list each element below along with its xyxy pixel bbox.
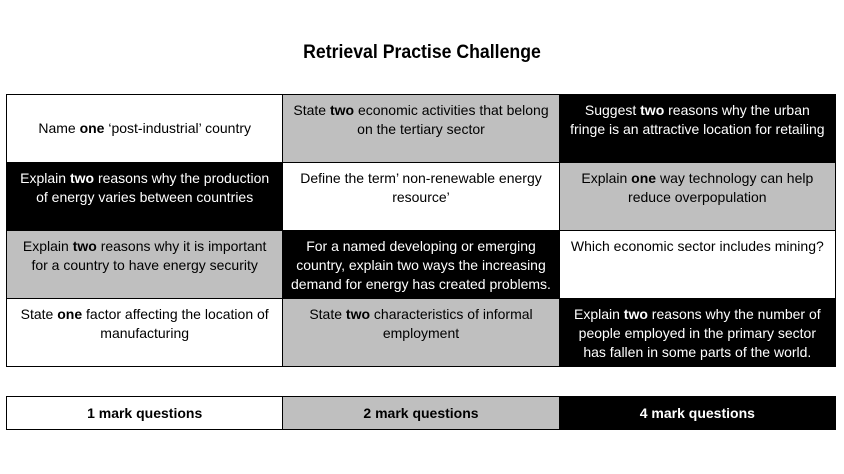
question-cell: [559, 95, 835, 163]
table-row: [7, 163, 836, 231]
table-row: [7, 299, 836, 367]
question-text: Explain: [22, 238, 73, 254]
table-row: [7, 95, 836, 163]
question-text: reasons why it is important for a country to have energy security: [31, 238, 267, 273]
question-text: Explain: [581, 170, 632, 186]
question-text: Name: [38, 120, 80, 136]
question-text: Explain: [20, 170, 70, 186]
question-cell: [559, 163, 835, 231]
question-cell: [7, 299, 283, 367]
question-text: Explain: [573, 306, 624, 322]
question-emphasis: two: [623, 306, 648, 322]
question-text: way technology can help reduce overpopulation: [628, 170, 814, 205]
question-emphasis: two: [69, 170, 95, 186]
question-emphasis: two: [329, 102, 355, 118]
key-four-mark: 4 mark questions: [559, 397, 835, 430]
question-text: reasons why the production of energy varies between countries: [36, 170, 270, 205]
question-emphasis: two: [72, 238, 97, 254]
question-text: reasons why the urban fringe is an attractive location for retailing: [570, 102, 825, 137]
question-text: For a named developing or emerging country, explain two ways the increasing demand for energy has created problems.: [291, 238, 551, 292]
key-one-mark: 1 mark questions: [7, 397, 283, 430]
question-text: State: [309, 306, 346, 322]
question-cell: [559, 299, 835, 367]
question-cell: [7, 231, 283, 299]
question-cell: [283, 163, 559, 231]
question-text: factor affecting the location of manufacturing: [82, 306, 269, 341]
question-emphasis: two: [640, 102, 665, 118]
question-cell: [7, 163, 283, 231]
question-text: Suggest: [584, 102, 641, 118]
question-grid: [6, 94, 836, 367]
question-emphasis: one: [79, 120, 105, 136]
question-cell: [7, 95, 283, 163]
table-row: [7, 231, 836, 299]
question-text: State: [20, 306, 58, 322]
page-title: Retrieval Practise Challenge: [303, 42, 541, 63]
question-emphasis: one: [631, 170, 657, 186]
key-two-mark: 2 mark questions: [283, 397, 559, 430]
question-text: Which economic sector includes mining?: [570, 238, 824, 254]
question-text: Define the term’ non-renewable energy resource’: [300, 170, 542, 205]
question-cell: [283, 95, 559, 163]
question-emphasis: two: [345, 306, 371, 322]
question-text: economic activities that belong on the tertiary sector: [354, 102, 549, 137]
mark-key: [6, 396, 836, 430]
question-text: reasons why the number of people employed in the primary sector has fallen in some parts of the world.: [578, 306, 821, 360]
question-cell: [283, 231, 559, 299]
question-text: State: [293, 102, 330, 118]
question-text: ‘post-industrial’ country: [104, 120, 251, 136]
table-row: [7, 397, 836, 430]
question-cell: [283, 299, 559, 367]
question-emphasis: one: [57, 306, 83, 322]
question-cell: [559, 231, 835, 299]
question-text: characteristics of informal employment: [370, 306, 533, 341]
